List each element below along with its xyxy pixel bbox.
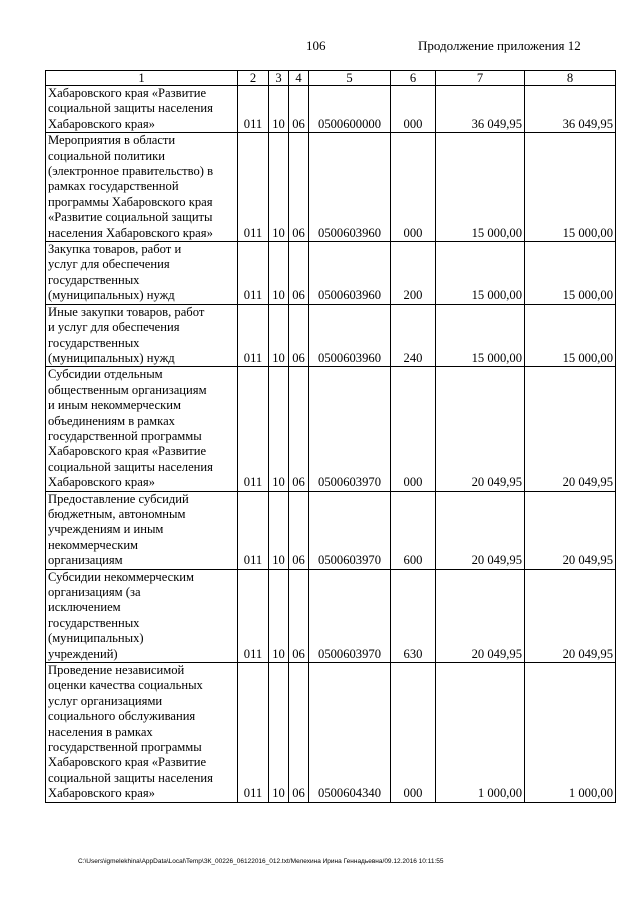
target-article-cell: 0500603960: [309, 242, 391, 305]
amount-total-cell: 20 049,95: [525, 569, 616, 662]
amount-total-cell: 15 000,00: [525, 304, 616, 367]
row-name-line: оценки качества социальных: [48, 678, 203, 693]
column-header: 6: [391, 71, 436, 86]
section-cell: 10: [269, 86, 289, 133]
row-name-cell: [46, 569, 238, 662]
row-name-line: учреждениям и иным: [48, 522, 164, 537]
row-name-line: организациям: [48, 553, 123, 568]
amount-cell: 1 000,00: [436, 663, 525, 803]
target-article-cell: 0500603960: [309, 133, 391, 242]
ministry-code-cell: 011: [238, 491, 269, 569]
row-name-cell: [46, 86, 238, 133]
row-name-cell: [46, 491, 238, 569]
row-name-cell: [46, 242, 238, 305]
header-row: [46, 71, 616, 86]
row-name-line: Субсидии некоммерческим: [48, 569, 195, 584]
column-header: 8: [525, 71, 616, 86]
row-name-line: Хабаровского края»: [48, 786, 155, 801]
expense-type-cell: 000: [391, 663, 436, 803]
row-name-line: организациям (за: [48, 585, 141, 599]
column-header: 2: [238, 71, 269, 86]
column-header: 3: [269, 71, 289, 86]
amount-total-cell: 15 000,00: [525, 242, 616, 305]
section-cell: 10: [269, 367, 289, 491]
row-name-line: Мероприятия в области: [48, 133, 176, 148]
target-article-cell: 0500603970: [309, 569, 391, 662]
target-article-cell: 0500600000: [309, 86, 391, 133]
subsection-cell: 06: [289, 133, 309, 242]
row-name-line: Хабаровского края «Развитие: [48, 755, 207, 770]
row-name-line: (муниципальных) нужд: [48, 288, 175, 303]
budget-table: [45, 70, 616, 803]
row-name-line: Закупка товаров, работ и: [48, 242, 182, 257]
row-name-cell: [46, 304, 238, 367]
target-article-cell: 0500603970: [309, 367, 391, 491]
row-name-line: государственной программы: [48, 740, 202, 755]
table-row: [46, 367, 616, 491]
row-name-line: населения в рамках: [48, 724, 153, 739]
amount-total-cell: 36 049,95: [525, 86, 616, 133]
row-name-line: Проведение независимой: [48, 663, 185, 678]
table-row: [46, 86, 616, 133]
amount-total-cell: 20 049,95: [525, 491, 616, 569]
column-header: 5: [309, 71, 391, 86]
row-name-line: Предоставление субсидий: [48, 491, 189, 506]
expense-type-cell: 600: [391, 491, 436, 569]
subsection-cell: 06: [289, 242, 309, 305]
row-name-line: объединениям в рамках: [48, 413, 175, 428]
ministry-code-cell: 011: [238, 304, 269, 367]
row-name-cell: [46, 367, 238, 491]
subsection-cell: 06: [289, 663, 309, 803]
column-header: 4: [289, 71, 309, 86]
section-cell: 10: [269, 304, 289, 367]
expense-type-cell: 200: [391, 242, 436, 305]
table-row: [46, 491, 616, 569]
row-name-line: (электронное правительство) в: [48, 164, 214, 179]
subsection-cell: 06: [289, 569, 309, 662]
row-name-line: государственных: [48, 272, 140, 287]
section-cell: 10: [269, 133, 289, 242]
amount-cell: 36 049,95: [436, 86, 525, 133]
row-name-line: услуг организациями: [48, 693, 163, 708]
amount-total-cell: 1 000,00: [525, 663, 616, 803]
row-name-line: Хабаровского края»: [48, 116, 155, 131]
section-cell: 10: [269, 242, 289, 305]
expense-type-cell: 000: [391, 86, 436, 133]
row-name-line: Хабаровского края «Развитие: [48, 444, 207, 459]
row-name-line: и иным некоммерческим: [48, 398, 181, 413]
expense-type-cell: 000: [391, 133, 436, 242]
row-name-line: услуг для обеспечения: [48, 257, 170, 272]
row-name-cell: [46, 663, 238, 803]
row-name-line: социальной защиты населения: [48, 770, 213, 785]
target-article-cell: 0500604340: [309, 663, 391, 803]
row-name-line: бюджетным, автономным: [48, 506, 186, 521]
subsection-cell: 06: [289, 491, 309, 569]
row-name-line: государственной программы: [48, 428, 202, 443]
row-name-line: Хабаровского края «Развитие: [48, 86, 207, 100]
subsection-cell: 06: [289, 304, 309, 367]
target-article-cell: 0500603970: [309, 491, 391, 569]
table-row: [46, 133, 616, 242]
row-name-line: (муниципальных): [48, 631, 144, 646]
section-cell: 10: [269, 491, 289, 569]
row-name-line: социального обслуживания: [48, 709, 196, 724]
amount-cell: 20 049,95: [436, 367, 525, 491]
section-cell: 10: [269, 569, 289, 662]
row-name-line: государственных: [48, 615, 140, 630]
ministry-code-cell: 011: [238, 367, 269, 491]
page-number: 106: [306, 38, 326, 53]
ministry-code-cell: 011: [238, 663, 269, 803]
row-name-line: исключением: [48, 600, 121, 615]
column-header: 1: [46, 71, 238, 86]
section-cell: 10: [269, 663, 289, 803]
table-row: [46, 304, 616, 367]
table-row: [46, 569, 616, 662]
table-row: [46, 242, 616, 305]
row-name-line: и услуг для обеспечения: [48, 320, 180, 335]
amount-total-cell: 20 049,95: [525, 367, 616, 491]
row-name-line: «Развитие социальной защиты: [48, 210, 213, 225]
row-name-line: социальной защиты населения: [48, 459, 213, 474]
expense-type-cell: 000: [391, 367, 436, 491]
row-name-line: государственных: [48, 335, 140, 350]
amount-cell: 20 049,95: [436, 491, 525, 569]
expense-type-cell: 630: [391, 569, 436, 662]
page-caption: Продолжение приложения 12: [418, 38, 581, 53]
row-name-line: социальной защиты населения: [48, 101, 213, 116]
expense-type-cell: 240: [391, 304, 436, 367]
footer-file-path: C:\Users\igmelekhina\AppData\Local\Temp\ЗК_00226_06122016_012.txt/Мелехина Ирина Геннадьевна/09.12.2016 10:11:55: [78, 858, 444, 865]
row-name-line: программы Хабаровского края: [48, 194, 213, 209]
subsection-cell: 06: [289, 367, 309, 491]
row-name-line: Субсидии отдельным: [48, 367, 163, 382]
row-name-line: рамках государственной: [48, 179, 179, 194]
target-article-cell: 0500603960: [309, 304, 391, 367]
ministry-code-cell: 011: [238, 133, 269, 242]
row-name-cell: [46, 133, 238, 242]
row-name-line: (муниципальных) нужд: [48, 350, 175, 365]
row-name-line: социальной политики: [48, 148, 166, 163]
amount-total-cell: 15 000,00: [525, 133, 616, 242]
column-header: 7: [436, 71, 525, 86]
amount-cell: 15 000,00: [436, 242, 525, 305]
row-name-line: Хабаровского края»: [48, 475, 155, 490]
amount-cell: 15 000,00: [436, 133, 525, 242]
ministry-code-cell: 011: [238, 242, 269, 305]
row-name-line: общественным организациям: [48, 382, 207, 397]
amount-cell: 15 000,00: [436, 304, 525, 367]
row-name-line: некоммерческим: [48, 537, 139, 552]
row-name-line: Иные закупки товаров, работ: [48, 304, 205, 319]
row-name-line: учреждений): [48, 646, 118, 661]
amount-cell: 20 049,95: [436, 569, 525, 662]
ministry-code-cell: 011: [238, 86, 269, 133]
row-name-line: населения Хабаровского края»: [48, 225, 213, 240]
subsection-cell: 06: [289, 86, 309, 133]
table-row: [46, 663, 616, 803]
ministry-code-cell: 011: [238, 569, 269, 662]
